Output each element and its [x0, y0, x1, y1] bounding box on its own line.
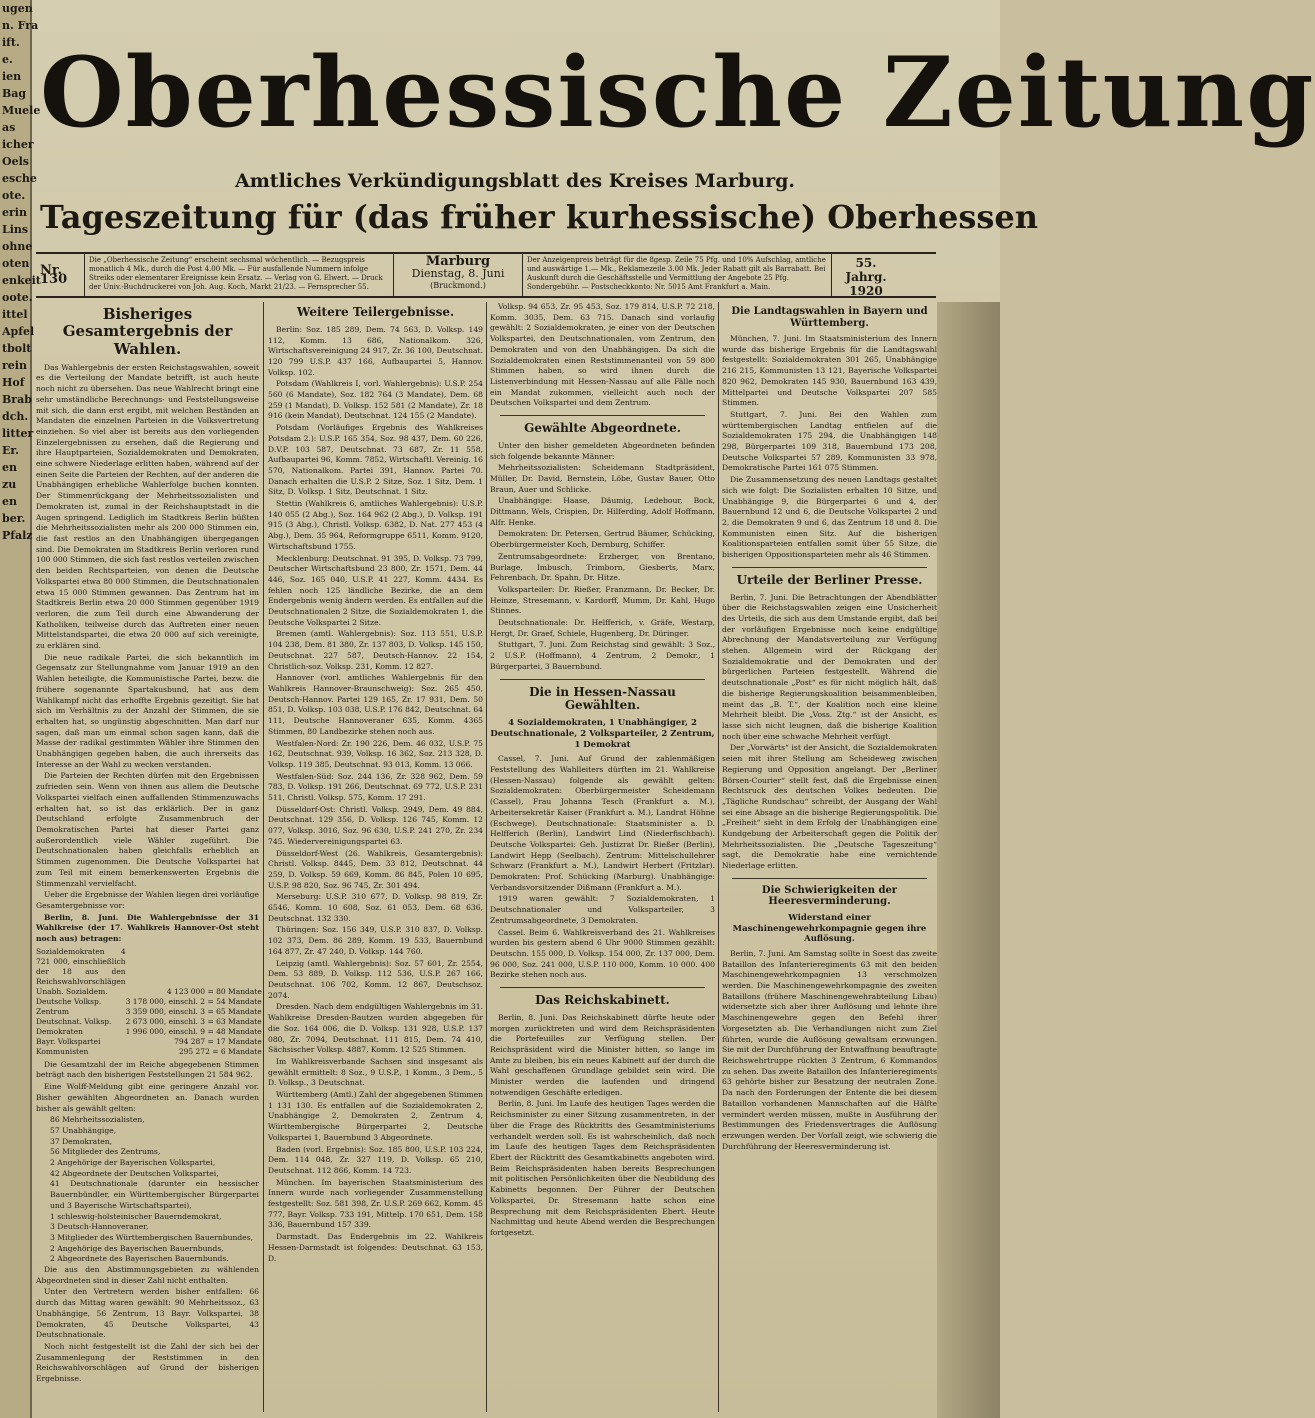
issue-city: Marburg: [425, 254, 491, 269]
article-body: [490, 754, 715, 981]
paragraph: Merseburg: U.S.P. 310 677, D. Volksp. 98 819, Zr. 6546, Komm. 10 608, Soz. 61 053, Dem. 68 636, Deutschnat. 132 330.: [268, 892, 483, 923]
article-heading: Die Landtagswahlen in Bayern und Württemberg.: [731, 306, 928, 329]
stub-fragment: litter: [2, 427, 34, 440]
stub-fragment: as: [2, 121, 16, 134]
newspaper-title: Oberhessische Zeitung: [40, 36, 1315, 149]
party-name: Demokraten: [36, 1026, 83, 1036]
article-heading: Die Schwierigkeiten der Heeresverminderung.: [761, 884, 898, 908]
party-name: Kommunisten: [36, 1046, 89, 1056]
volume-year: 55. Jahrg.: [845, 256, 887, 284]
divider: [500, 987, 705, 988]
list-item: 2 Angehörige der Bayerischen Volkspartei,: [50, 1158, 216, 1168]
year-number: 1920: [849, 284, 883, 298]
table-row: [36, 947, 262, 987]
list-item: 41 Deutschnationale (darunter ein hessischer Bauernbündler, ein Württembergischer Bürgerpartei und 3 Bayerische Wirtschaftspartei),: [50, 1179, 259, 1210]
paragraph: Die aus den Abstimmungsgebieten zu wählenden Abgeordneten sind in dieser Zahl nicht enthalten.: [36, 1265, 259, 1285]
divider: [500, 679, 705, 680]
divider: [732, 878, 927, 879]
article-heading: Die in Hessen-Nassau Gewählten.: [529, 684, 676, 713]
table-row: [36, 987, 262, 997]
party-votes: 1 996 000, einschl. 9 = 48 Mandate: [125, 1026, 262, 1036]
paragraph: Demokraten: Dr. Petersen, Gertrud Bäumer, Schücking, Oberbürgermeister Koch, Dernburg, Schiffer.: [490, 529, 715, 550]
stub-fragment: oote.: [2, 291, 33, 304]
article-body: [36, 1265, 259, 1385]
paragraph: Die Parteien der Rechten dürfen mit den Ergebnissen zufrieden sein. Wenn von ihnen aus allem die Deutsche Volkspartei vielfach einen auffallenden Stimmenzuwachs erhalten hat, so ist das erklärlich. Der in ganz Deutschland erfolgte Zusammenbruch der Demokratischen Partei hat dieser Partei ganz außerordentlich viele Wähler zugeführt. Die Deutschnationalen haben gleichfalls erheblich an Stimmen zugenommen. Die Deutsche Volkspartei hat zum Teil mit einem bemerkenswerten Ergebnis die Stimmenzahl vervielfacht.: [36, 771, 259, 888]
paragraph: Thüringen: Soz. 156 349, U.S.P. 310 837, D. Volksp. 102 373, Dem. 86 289, Komm. 19 533, Bauernbund 164 877, Zr. 47 240, D. Volksp. 144 760.: [268, 925, 483, 956]
stuttgart-report: Stuttgart, 7. Juni. Zum Reichstag sind gewählt: 3 Soz., 2 U.S.P. (Hoffmann), 4 Zentrum, 2 Demokr., 1 Bürgerpartei, 3 Bauernbund.: [490, 640, 715, 671]
issue-year: [832, 254, 900, 296]
paragraph: Düsseldorf-Ost: Christl. Volksp. 2949, Dem. 49 884, Deutschnat. 129 356, D. Volksp. 126 745, Komm. 12 077, Volksp. 3016, Soz. 96 630, U.S.P. 241 270, Zr. 234 745. Wiedervereinigungspartei 63.: [268, 804, 483, 846]
column-elected-deputies: [490, 302, 715, 1412]
newspaper-tagline: Tageszeitung für (das früher kurhessische) Oberhessen: [40, 198, 1038, 236]
article-heading: Urteile der Berliner Presse.: [736, 572, 923, 587]
list-item: 2 Angehörige des Bayerischen Bauernbunds,: [50, 1243, 224, 1253]
column-rule: [263, 302, 264, 1412]
paragraph: Zentrumsabgeordnete: Erzberger, von Brentano, Burlage, Imbusch, Trimborn, Giesberts, Marx, Fehrenbach, Dr. Spahn, Dr. Hitze.: [490, 551, 715, 583]
page-edge: [937, 302, 1000, 1418]
article-body: [722, 949, 937, 1152]
stub-fragment: Hof: [2, 376, 25, 389]
paragraph: Unter den bisher gemeldeten Abgeordneten befinden sich folgende bekannte Männer:: [490, 440, 715, 461]
column-partial-results: [268, 302, 483, 1412]
list-item: 56 Mitglieder des Zentrums,: [50, 1147, 161, 1157]
paragraph: Berlin, 8. Juni. Das Reichskabinett dürfte heute oder morgen zurücktreten und wird dem Reichspräsidenten die Portefeuilles zur Verfügung stellen. Der Reichspräsident wird die Minister bitten, so lange im Amte zu bleiben, bis ein neues Kabinett auf der durch die Wahl geschaffenen Grundlage gebildet sein wird. Die Minister werden die laufenden und dringend notwendigen Geschäfte erledigen.: [490, 1012, 715, 1097]
stub-fragment: Apfel: [2, 325, 35, 338]
paragraph: Unabhängige: Haase, Däumig, Ledebour, Bock, Dittmann, Wels, Crispien, Dr. Hilferding, Adolf Hoffmann, Alfr. Henke.: [490, 496, 715, 527]
party-name: Sozialdemokraten 4 721 000, einschließlich der 18 aus den Reichswahlvorschlägen: [36, 946, 126, 986]
paragraph: Mehrheitssozialisten: Scheidemann Stadtpräsident, Müller, Dr. David, Bernstein, Löbe, Gustav Bauer, Otto Braun, Auer und Schlicke.: [490, 463, 715, 494]
article-heading: Das Reichskabinett.: [535, 993, 670, 1008]
paragraph: Noch nicht festgestellt ist die Zahl der sich bei der Zusammenlegung der Reststimmen in den Reichswahlvorschlägen auf Grund der bisherigen Ergebnisse.: [36, 1342, 259, 1384]
issue-edition: (Bruckmond.): [430, 281, 486, 290]
paragraph: Dresden. Nach dem endgültigen Wahlergebnis im 31. Wahlkreise Dresden-Bautzen wurden abgegeben für die Soz. 164 006, die D. Volksp. 131 928, U.S.P. 137 080, Zr. 7094, Deutschnat. 111 815, Dem. 74 410, Sächsischer Volksp. 4887, Komm. 12 525 Stimmen.: [268, 1002, 483, 1055]
paragraph: Deutschnationale: Dr. Helfferich, v. Gräfe, Westarp, Hergt, Dr. Graef, Schiele, Hugenberg, Dr. Düringer.: [490, 618, 715, 638]
table-row: [36, 1007, 262, 1017]
newspaper-subtitle: Amtliches Verkündigungsblatt des Kreises Marburg.: [234, 170, 796, 192]
paragraph: Im Wahlkreisverbande Sachsen sind insgesamt als gewählt ermittelt: 8 Soz., 9 U.S.P., 1 Komm., 3 Dem., 5 D. Volksp., 3 Deutschnat.: [268, 1056, 483, 1088]
paragraph: Stettin (Wahlkreis 6, amtliches Wahlergebnis): U.S.P. 140 055 (2 Abg.), Soz. 164 962 (2 Abg.), D. Volksp. 191 915 (3 Abg.), Christl. Volksp. 6382, D. Nat. 277 453 (4 Abg.), Dem. 35 964, Reformgruppe 6511, Komm. 9120, Wirtschaftsbund 1755.: [268, 499, 483, 551]
column-election-results: [36, 302, 262, 1412]
column-state-elections: [722, 302, 937, 1412]
paragraph: Die Zusammensetzung des neuen Landtags gestaltet sich wie folgt: Die Sozialisten erhalten 10 Sitze, und Unabhängige 9, die Bürgerpartei 6 und 4, der Bauernbund 12 und 6, die Deutsche Volkspartei 2 und 2, die Demokraten 9 und 6, das Zentrum 18 und 8. Die Kommunisten einen Sitz. Auf die bisherigen Koalitionsparteien entfallen somit über 55 Sitze, die bisherigen Oppositionsparteien mehr als 46 Stimmen.: [722, 475, 937, 560]
paragraph: Württemberg (Amtl.) Zahl der abgegebenen Stimmen 1 131 130. Es entfallen auf die Sozialdemokraten 2, Unabhängige 2, Demokraten 2, Zentrum 4, Württembergische Bürgerpartei 2, Deutsche Volkspartei 1, Bauernbund 3 Abgeordnete.: [268, 1090, 483, 1142]
subscription-info: Die „Oberhessische Zeitung“ erscheint sechsmal wöchentlich. — Bezugspreis monatlich 4 Mk., durch die Post 4.00 Mk. — Für ausfallende Nummern infolge Streiks oder elementarer Ereignisse kein Ersatz. — Verlag von G. Elwert. — Druck der Univ.-Buchdruckerei von Joh. Aug. Koch, Markt 21/23. — Fernsprecher 55.: [85, 254, 394, 296]
party-votes: 4 123 000 = 80 Mandate: [166, 986, 262, 996]
party-votes: 794 287 = 17 Mandate: [174, 1036, 262, 1046]
issue-dateline: [394, 254, 523, 296]
paragraph: Das Wahlergebnis der ersten Reichstagswahlen, soweit es die Verteilung der Mandate betrifft, ist auch heute noch nicht zu übersehen. Das neue Wahlrecht bringt eine sehr umständliche Berechnungs- und Feststellungsweise mit sich, die dann erst ergibt, mit welchen Beständen an Mandaten die einzelnen Parteien in die Volksvertretung einziehen. So viel aber ist bereits aus den vorliegenden Einzelergebnissen zu ersehen, daß die Regierung und ihre Hauptparteien, Sozialdemokraten und Demokraten, eine schwere Niederlage erlitten haben, während auf der einen Seite die Parteien der Rechten, auf der anderen die Unabhängigen erhebliche Wahlerfolge buchen konnten. Der Stimmenrückgang der Mehrheitssozialisten und Demokraten ist, zumal in der Reichshauptstadt in die Augen springend. Lediglich im Stadtkreis Berlin büßten die Mehrheitssozialisten mehr als 200 000 Stimmen ein, die fast restlos an den Unabhängigen übergegangen sind. Die Demokraten im Stadtkreis Berlin verloren rund 100 000 Stimmen, die sich fast restlos verteilen zwischen den beiden Rechtsparteien, von denen die Deutsche Volkspartei etwa 80 000 Stimmen, die Deutschnationalen etwa 15 000 Stimmen gewannen. Das Zentrum hat im Stadtkreis Berlin etwa 20 000 Stimmen gegenüber 1919 verloren, die zum Teil durch eine Abwanderung der Katholiken, teilweise durch das Auftreten einer neuen Mittelstandspartei, die etwa 20 000 auf sich vereinigte, zu erklären sind.: [36, 362, 259, 651]
issue-number: Nr. 130: [36, 254, 85, 296]
article-subheading: 4 Sozialdemokraten, 1 Unabhängiger, 2 Deutschnationale, 2 Volksparteiler, 2 Zentrum, 1 Demokrat: [490, 718, 715, 750]
stub-fragment: rein: [2, 359, 27, 372]
party-name: Bayr. Volkspartei: [36, 1036, 101, 1046]
article-body: [490, 441, 715, 640]
stub-fragment: ote.: [2, 189, 26, 202]
stub-fragment: e.: [2, 53, 13, 66]
stub-fragment: dch.: [2, 410, 29, 423]
advertising-info: Der Anzeigenpreis beträgt für die 8gesp. Zeile 75 Pfg. und 10% Aufschlag, amtliche und auswärtige 1.— Mk., Reklamezeile 3.00 Mk. Jeder Rabatt gilt als Barrabatt. Bei Auskunft durch die Geschäftsstelle und Vermittlung der Angebote 25 Pfg. Sondergebühr. — Postscheckkonto: Nr. 5015 Amt Frankfurt a. Main.: [523, 254, 832, 296]
paragraph: Düsseldorf-West (26. Wahlkreis, Gesamtergebnis): Christl. Volksp. 8445, Dem. 33 812, Deutschnat. 44 259, D. Volksp. 59 669, Komm. 86 845, Polen 10 695, U.S.P. 98 820, Soz. 96 745, Zr. 301 494.: [268, 848, 483, 890]
paragraph: Die neue radikale Partei, die sich bekanntlich im Gegensatz zur Stellungnahme vom Januar 1919 an den Wahlen beteiligte, die Kommunistische Partei, bezw. die frühere sogenannte Spartakusbund, hat aus dem Wahlkampf nicht das erhoffte Ergebnis gezeitigt. Sie hat sich im Verhältnis zu der Anzahl der Stimmen, die sie erhalten hat, so ungünstig abgeschnitten. Man darf nur sagen, daß man um einmal schon sagen kann, daß die Masse der radikal gestimmten Wähler ihre Stimmen den Unabhängigen gegeben haben, die auch ihrerseits das Interesse an der Wahl zu wecken verstanden.: [36, 652, 259, 769]
stub-fragment: Oels: [2, 155, 29, 168]
table-row: [36, 1017, 262, 1027]
paragraph: Unter den Vertretern werden bisher entfallen: 66 durch das Mittag waren gewählt: 90 Mehrheitssoz., 63 Unabhängige, 56 Zentrum, 13 Bayr. Volkspartei, 38 Demokraten, 45 Deutsche Volkspartei, 43 Deutschnationale.: [36, 1287, 259, 1340]
article-subheading: Widerstand einer Maschinengewehrkompagnie gegen ihre Auflösung.: [732, 912, 927, 945]
stub-fragment: Bag: [2, 87, 27, 100]
stub-fragment: oten: [2, 257, 30, 270]
divider: [500, 415, 705, 416]
party-name: Deutschnat. Volksp.: [36, 1016, 112, 1026]
article-body: [722, 334, 937, 561]
list-item: 2 Abgeordnete des Bayerischen Bauernbunds.: [50, 1254, 229, 1264]
table-row: [36, 1037, 262, 1047]
party-votes: 2 673 000, einschl. 3 = 63 Mandate: [125, 1016, 262, 1026]
issue-info-bar: [36, 252, 936, 298]
column-rule: [486, 302, 487, 1412]
stub-fragment: Brab: [2, 393, 32, 406]
article-body: [36, 363, 259, 912]
paragraph: Stuttgart, 7. Juni. Bei den Wahlen zum württembergischen Landtag entfielen auf die Sozialdemokraten 175 294, die Unabhängigen 148 298, Bürgerpartei 109 318, Bauernbund 173 208, Deutsche Volkspartei 57 289, Kommunisten 33 978, Demokratische Partei 161 075 Stimmen.: [722, 409, 937, 473]
article-heading: Gewählte Abgeordnete.: [524, 421, 681, 436]
issue-date: Dienstag, 8. Juni: [411, 267, 505, 280]
list-intro: Eine Wolff-Meldung gibt eine geringere Anzahl vor. Bisher gewählten Abgeordneten an. Danach wurden bisher als gewählt gelten:: [36, 1082, 259, 1113]
paragraph: Berlin, 7. Juni. Die Betrachtungen der Abendblätter über die Reichstagswahlen zeigen eine Unsicherheit des Urteils, die sich aus dem Umstande ergibt, daß bei der vorläufigen Ergebnisse noch keine endgültige Abrechnung der Mandatsverteilung zur Verfügung stehen. Allgemein wird der Rückgang der Sozialdemokratie und der Demokraten und der bürgerlichen Parteien festgestellt. Während die deutschnationale „Post“ es für nicht möglich hält, daß die bisherige Regierungskoalition beisammenbleiben, meint das „B. T.“, der Koalition noch eine kleine Mehrheit bleibt. Die „Voss. Ztg.“ ist der Ansicht, es lasse sich nicht leugnen, daß die bisherige Koalition noch über eine schwache Mehrheit verfügt.: [722, 592, 937, 741]
article-body: [490, 302, 715, 409]
elected-list: [36, 1115, 259, 1265]
stub-fragment: enkeit: [2, 274, 41, 287]
list-item: 37 Demokraten,: [50, 1136, 113, 1146]
article-body: [722, 593, 937, 872]
divider: [732, 567, 927, 568]
list-item: 86 Mehrheitssozialisten,: [50, 1115, 145, 1125]
stub-fragment: ien: [2, 70, 22, 83]
paragraph: Leipzig (amtl. Wahlergebnis): Soz. 57 601, Zr. 2554, Dem. 53 889, D. Volksp. 112 536, U.S.P. 267 166, Deutschnat. 106 702, Komm. 12 867, Deutschsoz. 2074.: [268, 958, 483, 1000]
stub-fragment: Lins: [2, 223, 29, 236]
paragraph: Potsdam (Vorläufiges Ergebnis des Wahlkreises Potsdam 2.): U.S.P. 165 354, Soz. 98 437, Dem. 60 226, D.V.P. 103 587, Deutschnat. 73 687, Zr. 11 558, Aufbaupartei 96, Komm. 7852, Wirtschaftl. Vereinig. 16 570, Nationalkom. Partei 391, Hannov. Partei 70. Danach erhalten die U.S.P. 2 Sitze, Soz. 1 Sitz, Dem. 1 Sitz, D. Volksp. 1 Sitz, Deutschnat. 1 Sitz.: [268, 423, 483, 497]
paragraph: Westfalen-Süd: Soz. 244 136, Zr. 328 962, Dem. 59 783, D. Volksp. 191 266, Deutschnat. 69 772, U.S.P. 231 511, Christl. Volksp. 575, Komm. 17 291.: [268, 771, 483, 803]
paragraph: Baden (vorl. Ergebnis): Soz. 185 800, U.S.P. 103 224, Dem. 114 048, Zr. 327 119, D. Volksp. 65 210, Deutschnat. 112 866, Komm. 14 723.: [268, 1144, 483, 1175]
stub-fragment: ift.: [2, 36, 20, 49]
paragraph: Berlin, 7. Juni. Am Samstag sollte in Soest das zweite Bataillon des Infanterieregiments 63 mit den beiden Maschinengewehrkompagnien 13 verschmolzen werden. Die Maschinengewehrkompagnie des zweiten Bataillons (frühere Maschinengewehrabteilung Libau) widersetzte sich aber ihrer Auflösung und lehnte ihre Maschinengewehre gegen den Befehl ihrer Vorgesetzten ab. Die Verhandlungen nicht zum Ziel führten, wurde die Auflösung gewaltsam erzwungen. Sie mit der Durchführung der Entwaffnung beauftragte Reichswehrtruppe rückten 3 Zentrum, 6 Kommandos zu sehen. Das zweite Bataillon des Infanterieregiments 63 gehörte bisher zur Besatzung der neutralen Zone. Da nach den Forderungen der Entente die bei diesem Bataillon vorhandenen Mannschaften auf die Hälfte vermindert werden müssen, mußte in Ausführung der Bestimmungen des Friedensvertrages die Auflösung erzwungen werden. Der Vorfall zeigt, wie schwierig die Durchführung der Heeresverminderung ist.: [722, 948, 937, 1151]
paragraph: Bremen (amtl. Wahlergebnis): Soz. 113 551, U.S.P. 104 238, Dem. 81 380, Zr. 137 803, D. Volksp. 145 150, Deutschnat. 227 587, Deutsch-Hannov. 22 154, Christlich-soz. Volksp. 231, Komm. 12 827.: [268, 629, 483, 671]
paragraph: München. Im bayerischen Staatsministerium des Innern wurde nach vorliegender Zusammenstellung festgestellt: Soz. 581 398, Zr. U.S.P. 269 662, Komm. 45 777, Bayr. Volksp. 733 191, Mittelp. 170 651, Dem. 158 336, Bauernbund 157 339.: [268, 1177, 483, 1230]
party-name: Deutsche Volksp.: [36, 996, 102, 1006]
table-row: [36, 997, 262, 1007]
paragraph: Ueber die Ergebnisse der Wahlen liegen drei vorläufige Gesamtergebnisse vor:: [36, 890, 259, 910]
article-body: [490, 1013, 715, 1239]
paragraph: Berlin, 8. Juni. Im Laufe des heutigen Tages werden die Reichsminister zu einer Sitzung zusammentreten, in der über die Frage des Rücktritts des Gesamtministeriums verhandelt werden soll. Es ist wahrscheinlich, daß noch im Laufe des heutigen Tages dem Reichspräsidenten Ebert der Rücktritt des Gesamtkabinetts angeboten wird. Beim Reichspräsidenten haben bereits Besprechungen mit politischen Persönlichkeiten über die Neubildung des Kabinetts begonnen. Der Führer der Deutschen Volkspartei, Dr. Stresemann hatte schon eine Besprechung mit dem Reichspräsidenten Ebert. Heute Nachmittag und heute Abend werden die Besprechungen fortgesetzt.: [490, 1099, 715, 1237]
stub-fragment: icher: [2, 138, 34, 151]
stub-fragment: en: [2, 495, 17, 508]
paragraph: Cassel, 7. Juni. Auf Grund der zahlenmäßigen Feststellung des Wahlleiters dürften im 21. Wahlkreise (Hessen-Nassau) folgende als gewählt gelten: Sozialdemokraten: Oberbürgermeister Scheidemann (Cassel), Frau Johanna Tesch (Frankfurt a. M.), Arbeitersekretär Kaiser (Frankfurt a. M.), Landrat Höhne (Eschwege). Deutschnationale: Staatsminister a. D. Helfferich (Berlin), Landwirt Lind (Niederfischbach). Deutsche Volkspartei: Geh. Justizrat Dr. Rießer (Berlin), Landwirt Hepp (Seelbach). Zentrum: Mittelschullehrer Schwarz (Frankfurt a. M.), Landwirt Herbert (Fritzlar). Demokraten: Prof. Schücking (Marburg). Unabhängige: Verbandsvorsitzender Dißmann (Frankfurt a. M.).: [490, 754, 715, 892]
party-votes: [126, 947, 262, 987]
stub-fragment: esche: [2, 172, 37, 185]
results-table: [36, 947, 262, 1057]
article-heading: Weitere Teilergebnisse.: [296, 305, 455, 319]
party-name: Unabh. Sozialdem.: [36, 986, 108, 996]
stub-fragment: erin: [2, 206, 27, 219]
stub-fragment: tbolt: [2, 342, 32, 355]
party-name: Zentrum: [36, 1006, 70, 1016]
stub-fragment: ber.: [2, 512, 26, 525]
paragraph: Berlin: Soz. 185 289, Dem. 74 563, D. Volksp. 149 112, Komm. 13 686, Nationalkom. 326, Wirtschaftsvereinigung 24 917, Zr. 36 100, Deutschnat. 120 799 U.S.P. 437 166, Aufbaupartei 5, Hannov. Volksp. 102.: [268, 324, 483, 377]
paragraph: Cassel. Beim 6. Wahlkreisverband des 21. Wahlkreises wurden bis gestern abend 6 Uhr 9000 Stimmen gezählt: Deutschn. 155 000, D. Volksp. 154 000, Zr. 137 000, Dem. 96 000, Soz. 241 000, U.S.P. 110 000, Komm. 10 000. 400 Bezirke stehen noch aus.: [490, 927, 715, 980]
paragraph: Potsdam (Wahlkreis I, vorl. Wahlergebnis): U.S.P. 254 560 (6 Mandate), Soz. 182 764 (3 Mandate), Dem. 68 259 (1 Mandat), D. Volksp. 152 581 (2 Mandate), Zr. 18 916 (kein Mandat), Deutschnat. 124 155 (2 Mandate).: [268, 379, 483, 421]
list-item: 3 Deutsch-Hannoveraner,: [50, 1222, 149, 1232]
results-intro: Berlin, 8. Juni. Die Wahlergebnisse der 31 Wahlkreise (der 17. Wahlkreis Hannover-Ost steht noch aus) betragen:: [36, 912, 259, 944]
paragraph: Volksparteiler: Dr. Rießer, Franzmann, Dr. Becker, Dr. Heinze, Stresemann, v. Kardorff, Mumm, Dr. Kahl, Hugo Stinnes.: [490, 584, 715, 616]
stub-fragment: ugen: [2, 2, 33, 15]
party-votes: 3 178 000, einschl. 2 = 54 Mandate: [125, 996, 262, 1006]
list-item: 57 Unabhängige,: [50, 1125, 117, 1135]
column-rule: [718, 302, 719, 1412]
masthead: [40, 18, 1315, 240]
list-item: 1 schleswig-holsteinischer Bauerndemokrat,: [50, 1211, 222, 1221]
table-row: [36, 1047, 262, 1057]
list-item: 3 Mitglieder des Württembergischen Bauernbundes,: [50, 1232, 254, 1242]
paragraph: München, 7. Juni. Im Staatsministerium des Innern wurde das bisherige Ergebnis für die Landtagswahl festgestellt: Sozialdemokraten 301 265, Unabhängige 216 215, Kommunisten 13 121, Bayerische Volkspartei 820 962, Demokraten 145 930, Bauernbund 163 439, Mittelpartei und Deutsche Volkspartei 207 585 Stimmen.: [722, 334, 937, 408]
stub-fragment: Muele: [2, 104, 41, 117]
list-item: 42 Abgeordnete der Deutschen Volkspartei,: [50, 1168, 219, 1178]
stub-fragment: n. Fra: [2, 19, 39, 32]
stub-fragment: zu: [2, 478, 17, 491]
article-heading: Bisheriges Gesamtergebnis der Wahlen.: [62, 305, 233, 358]
paragraph: Darmstadt. Das Endergebnis im 22. Wahlkreis Hessen-Darmstadt ist folgendes: Deutschnat. 63 153, D.: [268, 1232, 483, 1263]
paragraph: Mecklenburg: Deutschnat. 91 395, D. Volksp. 73 799, Deutscher Wirtschaftsbund 23 800, Zr. 1571, Dem. 44 446, Soz. 165 040, U.S.P. 41 227, Komm. 4434. Es fehlen noch 125 ländliche Bezirke, die an dem Endergebnis wenig ändern werden. Es entfallen auf die Deutschnationalen 2 Sitze, die Sozialdemokraten 1, die Deutsche Volkspartei 2 Sitze.: [268, 553, 483, 627]
table-row: [36, 1027, 262, 1037]
adjacent-page-stub: [0, 0, 41, 1418]
paragraph: 1919 waren gewählt: 7 Sozialdemokraten, 1 Deutschnationaler und Volksparteiler, 3 Zentrumsabgeordnete, 3 Demokraten.: [490, 894, 715, 925]
party-votes: 295 272 = 6 Mandate: [178, 1046, 262, 1056]
results-total: Die Gesamtzahl der im Reiche abgegebenen Stimmen beträgt nach den bisherigen Feststellungen 21 584 962.: [36, 1059, 259, 1080]
party-votes: 3 359 000, einschl. 3 = 65 Mandate: [125, 1006, 262, 1016]
paragraph: Hannover (vorl. amtliches Wahlergebnis für den Wahlkreis Hannover-Braunschweig): Soz. 265 450, Deutsch-Hannov. Partei 129 165, Zr. 17 931, Dem. 50 851, D. Volksp. 103 038, U.S.P. 176 842, Deutschnat. 64 111, Deutsche Hannoveraner 635, Komm. 4365 Stimmen, 80 Landbezirke stehen noch aus.: [268, 673, 483, 736]
paragraph: Westfalen-Nord: Zr. 190 226, Dem. 46 032, U.S.P. 75 162, Deutschnat. 939, Volksp. 16 362, Soz. 213 328, D. Volksp. 119 385, Deutschnat. 93 013, Komm. 13 066.: [268, 738, 483, 769]
article-body: [268, 325, 483, 1264]
paragraph: Der „Vorwärts“ ist der Ansicht, die Sozialdemokraten seien mit ihrer Stellung am Scheideweg zwischen Regierung und Opposition angelangt. Der „Berliner Börsen-Courier“ stellt fest, daß die Ergebnisse einen Rechtsruck des deutschen Volkes bedeuten. Die „Tägliche Rundschau“ schreibt, der Ausgang der Wahl sei eine Absage an die bisherige Regierungspolitik. Die „Freiheit“ sieht in dem Erfolg der Unabhängigen eine Kundgebung der Arbeiterschaft gegen die Politik der Mehrheitssozialisten. Die „Deutsche Tageszeitung“ sagt, die Demokratie habe eine vernichtende Niederlage erlitten.: [722, 743, 937, 871]
stub-fragment: Er.: [2, 444, 19, 457]
stub-fragment: ohne: [2, 240, 33, 253]
stub-fragment: en: [2, 461, 17, 474]
stub-fragment: Pfalz: [2, 529, 33, 542]
stub-fragment: ittel: [2, 308, 28, 321]
paragraph: Volksp. 94 653, Zr. 95 453, Soz. 179 814, U.S.P. 72 218, Komm. 3035, Dem. 63 715. Danach sind vorlaufig gewählt: 2 Sozialdemokraten, je einer von der Deutschen Volkspartei, den Deutschnationalen, vom Zentrum, den Demokraten und von den Unabhängigen. Da sich die Sozialdemokraten einen Reststimmenanteil von 59 800 Stimmen haben, so wird ihnen durch die Listenverbindung mit Hessen-Nassau auf alle Fälle noch ein Mandat zukommen, vielleicht auch noch der Deutschen Volkspartei und dem Zentrum.: [490, 302, 715, 408]
